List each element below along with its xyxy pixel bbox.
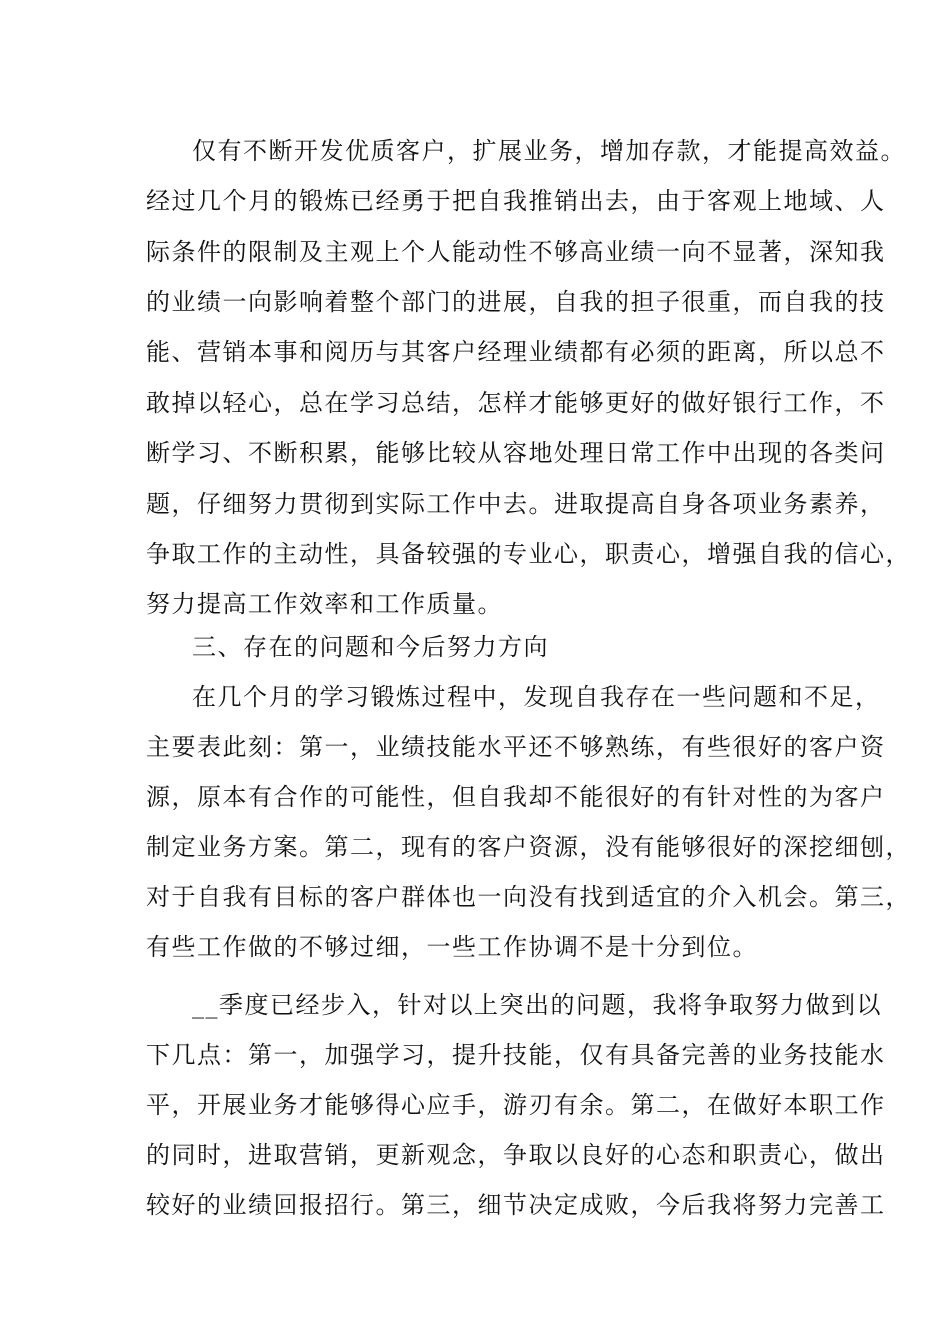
text-line: 的同时，进取营销，更新观念，争取以良好的心态和职责心，做出 <box>146 1141 886 1169</box>
text-line: 努力提高工作效率和工作质量。 <box>146 590 503 618</box>
text-line: __季度已经步入，针对以上突出的问题，我将争取努力做到以 <box>192 991 882 1019</box>
text-line: 平，开展业务才能够得心应手，游刃有余。第二，在做好本职工作 <box>146 1091 886 1119</box>
text-line: 较好的业绩回报招行。第三，细节决定成败，今后我将努力完善工 <box>146 1191 886 1219</box>
text-line: 有些工作做的不够过细，一些工作协调不是十分到位。 <box>146 933 758 961</box>
text-line: 源，原本有合作的可能性，但自我却不能很好的有针对性的为客户 <box>146 783 886 811</box>
text-line: 在几个月的学习锻炼过程中，发现自我存在一些问题和不足， <box>192 683 881 711</box>
text-line: 下几点：第一，加强学习，提升技能，仅有具备完善的业务技能水 <box>146 1041 886 1069</box>
section-heading: 三、存在的问题和今后努力方向 <box>192 633 549 661</box>
text-line: 题，仔细努力贯彻到实际工作中去。进取提高自身各项业务素养， <box>146 490 886 518</box>
text-line: 对于自我有目标的客户群体也一向没有找到适宜的介入机会。第三， <box>146 883 911 911</box>
text-line: 断学习、不断积累，能够比较从容地处理日常工作中出现的各类问 <box>146 439 886 467</box>
text-line: 争取工作的主动性，具备较强的专业心，职责心，增强自我的信心， <box>146 540 911 568</box>
text-line: 制定业务方案。第二，现有的客户资源，没有能够很好的深挖细刨， <box>146 833 911 861</box>
text-line: 经过几个月的锻炼已经勇于把自我推销出去，由于客观上地域、人 <box>146 187 886 215</box>
text-line: 际条件的限制及主观上个人能动性不够高业绩一向不显著，深知我 <box>146 238 886 266</box>
text-line: 仅有不断开发优质客户，扩展业务，增加存款，才能提高效益。 <box>192 137 906 165</box>
text-line: 能、营销本事和阅历与其客户经理业绩都有必须的距离，所以总不 <box>146 338 886 366</box>
text-line: 主要表此刻：第一，业绩技能水平还不够熟练，有些很好的客户资 <box>146 733 886 761</box>
text-line: 敢掉以轻心，总在学习总结，怎样才能够更好的做好银行工作，不 <box>146 389 886 417</box>
text-line: 的业绩一向影响着整个部门的进展，自我的担子很重，而自我的技 <box>146 288 886 316</box>
